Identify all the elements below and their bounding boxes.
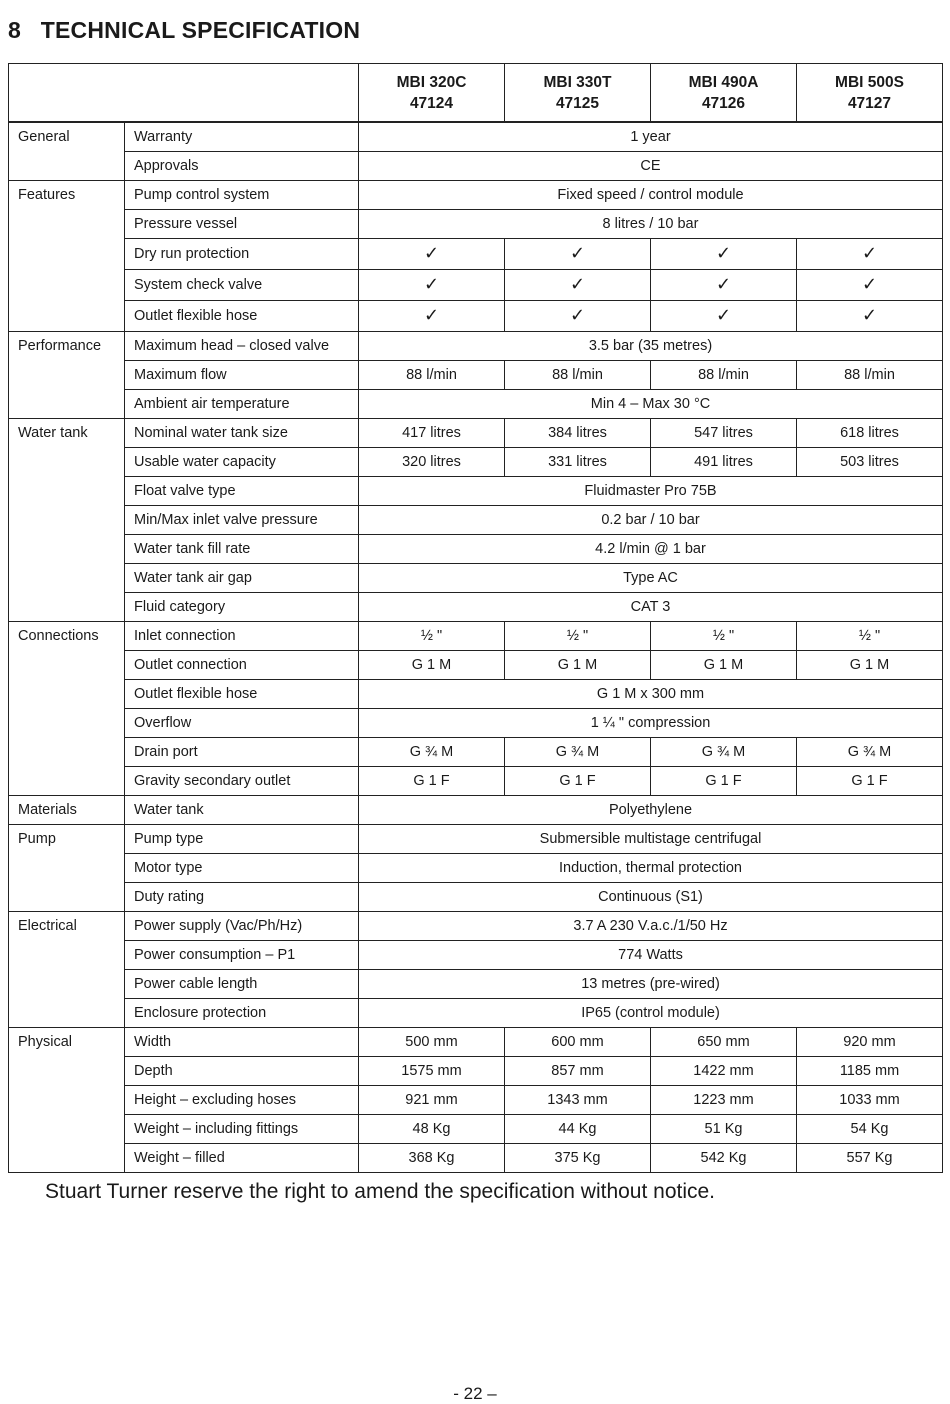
- value-cell: 557 Kg: [797, 1144, 943, 1173]
- model-header: [505, 64, 651, 123]
- value-cell: 88 l/min: [505, 361, 651, 390]
- check-icon: ✓: [861, 274, 878, 294]
- value-cell: G 1 M: [797, 651, 943, 680]
- spec-row: [9, 390, 943, 419]
- value-cell: 368 Kg: [359, 1144, 505, 1173]
- spec-row: [9, 1028, 943, 1057]
- row-label: Power consumption – P1: [125, 941, 359, 970]
- value-cell: G 1 F: [359, 767, 505, 796]
- row-label: Inlet connection: [125, 622, 359, 651]
- check-icon: ✓: [861, 243, 878, 263]
- value-cell: Continuous (S1): [359, 883, 943, 912]
- check-icon: ✓: [715, 305, 732, 325]
- spec-row: [9, 361, 943, 390]
- value-cell: Polyethylene: [359, 796, 943, 825]
- row-label: Drain port: [125, 738, 359, 767]
- header-row: [9, 64, 943, 123]
- check-cell: [359, 239, 505, 270]
- spec-row: [9, 1057, 943, 1086]
- value-cell: Type AC: [359, 564, 943, 593]
- check-cell: [505, 301, 651, 332]
- value-cell: 1033 mm: [797, 1086, 943, 1115]
- spec-row: [9, 883, 943, 912]
- row-label: Height – excluding hoses: [125, 1086, 359, 1115]
- value-cell: ½ ": [651, 622, 797, 651]
- row-label: Outlet flexible hose: [125, 301, 359, 332]
- value-cell: ½ ": [505, 622, 651, 651]
- row-label: Gravity secondary outlet: [125, 767, 359, 796]
- value-cell: 774 Watts: [359, 941, 943, 970]
- spec-row: [9, 301, 943, 332]
- value-cell: 650 mm: [651, 1028, 797, 1057]
- row-label: Outlet flexible hose: [125, 680, 359, 709]
- row-label: Pressure vessel: [125, 210, 359, 239]
- value-cell: Fixed speed / control module: [359, 181, 943, 210]
- value-cell: 1 year: [359, 122, 943, 152]
- spec-body: [9, 122, 943, 1173]
- value-cell: 1422 mm: [651, 1057, 797, 1086]
- value-cell: 44 Kg: [505, 1115, 651, 1144]
- check-icon: ✓: [715, 243, 732, 263]
- row-label: Maximum flow: [125, 361, 359, 390]
- model-name: MBI 330T: [543, 73, 612, 91]
- value-cell: 88 l/min: [797, 361, 943, 390]
- value-cell: 88 l/min: [651, 361, 797, 390]
- value-cell: 54 Kg: [797, 1115, 943, 1144]
- value-cell: 491 litres: [651, 448, 797, 477]
- value-cell: 384 litres: [505, 419, 651, 448]
- group-label: Connections: [9, 622, 125, 796]
- row-label: Nominal water tank size: [125, 419, 359, 448]
- check-cell: [505, 239, 651, 270]
- group-label: Water tank: [9, 419, 125, 622]
- value-cell: Induction, thermal protection: [359, 854, 943, 883]
- value-cell: ½ ": [797, 622, 943, 651]
- value-cell: 503 litres: [797, 448, 943, 477]
- group-label: Materials: [9, 796, 125, 825]
- check-icon: ✓: [569, 243, 586, 263]
- group-label: General: [9, 122, 125, 181]
- value-cell: Min 4 – Max 30 °C: [359, 390, 943, 419]
- row-label: Weight – filled: [125, 1144, 359, 1173]
- value-cell: 417 litres: [359, 419, 505, 448]
- model-header: [359, 64, 505, 123]
- value-cell: Submersible multistage centrifugal: [359, 825, 943, 854]
- spec-row: [9, 767, 943, 796]
- check-icon: ✓: [423, 274, 440, 294]
- spec-row: [9, 1144, 943, 1173]
- spec-row: [9, 152, 943, 181]
- value-cell: 51 Kg: [651, 1115, 797, 1144]
- model-code: 47125: [555, 94, 600, 112]
- value-cell: G 1 M: [651, 651, 797, 680]
- value-cell: 1223 mm: [651, 1086, 797, 1115]
- value-cell: 921 mm: [359, 1086, 505, 1115]
- spec-row: [9, 477, 943, 506]
- spec-row: [9, 941, 943, 970]
- page-number: - 22 –: [453, 1384, 497, 1403]
- spec-row: [9, 419, 943, 448]
- row-label: Approvals: [125, 152, 359, 181]
- row-label: Weight – including fittings: [125, 1115, 359, 1144]
- spec-table: [8, 63, 943, 1173]
- spec-row: [9, 122, 943, 152]
- check-cell: [359, 270, 505, 301]
- row-label: Power cable length: [125, 970, 359, 999]
- value-cell: G ¾ M: [797, 738, 943, 767]
- value-cell: Fluidmaster Pro 75B: [359, 477, 943, 506]
- spec-row: [9, 239, 943, 270]
- value-cell: 1343 mm: [505, 1086, 651, 1115]
- row-label: Float valve type: [125, 477, 359, 506]
- group-label: Electrical: [9, 912, 125, 1028]
- header-blank-cell: [9, 64, 359, 123]
- spec-row: [9, 709, 943, 738]
- value-cell: CE: [359, 152, 943, 181]
- spec-row: [9, 738, 943, 767]
- value-cell: 320 litres: [359, 448, 505, 477]
- value-cell: 0.2 bar / 10 bar: [359, 506, 943, 535]
- value-cell: 13 metres (pre-wired): [359, 970, 943, 999]
- spec-row: [9, 680, 943, 709]
- value-cell: 1185 mm: [797, 1057, 943, 1086]
- row-label: System check valve: [125, 270, 359, 301]
- spec-row: [9, 564, 943, 593]
- check-cell: [651, 301, 797, 332]
- value-cell: 542 Kg: [651, 1144, 797, 1173]
- check-icon: ✓: [569, 305, 586, 325]
- value-cell: 920 mm: [797, 1028, 943, 1057]
- row-label: Power supply (Vac/Ph/Hz): [125, 912, 359, 941]
- value-cell: G ¾ M: [651, 738, 797, 767]
- spec-row: [9, 999, 943, 1028]
- value-cell: 48 Kg: [359, 1115, 505, 1144]
- check-icon: ✓: [423, 305, 440, 325]
- row-label: Min/Max inlet valve pressure: [125, 506, 359, 535]
- spec-row: [9, 593, 943, 622]
- value-cell: 857 mm: [505, 1057, 651, 1086]
- value-cell: G ¾ M: [359, 738, 505, 767]
- value-cell: IP65 (control module): [359, 999, 943, 1028]
- value-cell: G 1 F: [797, 767, 943, 796]
- check-cell: [797, 270, 943, 301]
- row-label: Duty rating: [125, 883, 359, 912]
- value-cell: 600 mm: [505, 1028, 651, 1057]
- model-name: MBI 320C: [396, 73, 467, 91]
- row-label: Warranty: [125, 122, 359, 152]
- check-icon: ✓: [715, 274, 732, 294]
- spec-row: [9, 912, 943, 941]
- spec-row: [9, 210, 943, 239]
- spec-row: [9, 1086, 943, 1115]
- page-title: 8 TECHNICAL SPECIFICATION: [8, 17, 361, 43]
- row-label: Outlet connection: [125, 651, 359, 680]
- spec-row: [9, 332, 943, 361]
- group-label: Pump: [9, 825, 125, 912]
- value-cell: 3.5 bar (35 metres): [359, 332, 943, 361]
- check-cell: [797, 301, 943, 332]
- value-cell: 88 l/min: [359, 361, 505, 390]
- value-cell: 1575 mm: [359, 1057, 505, 1086]
- value-cell: G 1 M x 300 mm: [359, 680, 943, 709]
- row-label: Overflow: [125, 709, 359, 738]
- row-label: Fluid category: [125, 593, 359, 622]
- footer-note: Stuart Turner reserve the right to amend the specification without notice.: [45, 1180, 716, 1203]
- row-label: Motor type: [125, 854, 359, 883]
- model-code: 47127: [847, 94, 892, 112]
- group-label: Performance: [9, 332, 125, 419]
- value-cell: 4.2 l/min @ 1 bar: [359, 535, 943, 564]
- row-label: Depth: [125, 1057, 359, 1086]
- check-cell: [797, 239, 943, 270]
- value-cell: 8 litres / 10 bar: [359, 210, 943, 239]
- row-label: Water tank: [125, 796, 359, 825]
- value-cell: G 1 M: [505, 651, 651, 680]
- row-label: Water tank air gap: [125, 564, 359, 593]
- spec-row: [9, 651, 943, 680]
- group-label: Features: [9, 181, 125, 332]
- model-header: [651, 64, 797, 123]
- row-label: Pump control system: [125, 181, 359, 210]
- spec-row: [9, 181, 943, 210]
- spec-row: [9, 1115, 943, 1144]
- spec-row: [9, 506, 943, 535]
- model-code: 47126: [701, 94, 746, 112]
- row-label: Ambient air temperature: [125, 390, 359, 419]
- value-cell: G 1 M: [359, 651, 505, 680]
- spec-row: [9, 270, 943, 301]
- model-code: 47124: [409, 94, 454, 112]
- value-cell: 547 litres: [651, 419, 797, 448]
- check-cell: [651, 239, 797, 270]
- spec-row: [9, 622, 943, 651]
- row-label: Usable water capacity: [125, 448, 359, 477]
- check-icon: ✓: [423, 243, 440, 263]
- row-label: Pump type: [125, 825, 359, 854]
- row-label: Water tank fill rate: [125, 535, 359, 564]
- value-cell: 331 litres: [505, 448, 651, 477]
- value-cell: CAT 3: [359, 593, 943, 622]
- check-icon: ✓: [569, 274, 586, 294]
- value-cell: 3.7 A 230 V.a.c./1/50 Hz: [359, 912, 943, 941]
- check-cell: [505, 270, 651, 301]
- model-name: MBI 490A: [688, 73, 759, 91]
- value-cell: 618 litres: [797, 419, 943, 448]
- model-name: MBI 500S: [835, 73, 904, 91]
- check-icon: ✓: [861, 305, 878, 325]
- spec-row: [9, 854, 943, 883]
- row-label: Dry run protection: [125, 239, 359, 270]
- spec-row: [9, 796, 943, 825]
- spec-row: [9, 448, 943, 477]
- value-cell: 1 ¼ " compression: [359, 709, 943, 738]
- row-label: Width: [125, 1028, 359, 1057]
- row-label: Enclosure protection: [125, 999, 359, 1028]
- value-cell: 500 mm: [359, 1028, 505, 1057]
- spec-row: [9, 825, 943, 854]
- value-cell: G ¾ M: [505, 738, 651, 767]
- check-cell: [359, 301, 505, 332]
- row-label: Maximum head – closed valve: [125, 332, 359, 361]
- value-cell: G 1 F: [651, 767, 797, 796]
- value-cell: 375 Kg: [505, 1144, 651, 1173]
- check-cell: [651, 270, 797, 301]
- model-header: [797, 64, 943, 123]
- spec-row: [9, 535, 943, 564]
- value-cell: G 1 F: [505, 767, 651, 796]
- spec-row: [9, 970, 943, 999]
- value-cell: ½ ": [359, 622, 505, 651]
- group-label: Physical: [9, 1028, 125, 1173]
